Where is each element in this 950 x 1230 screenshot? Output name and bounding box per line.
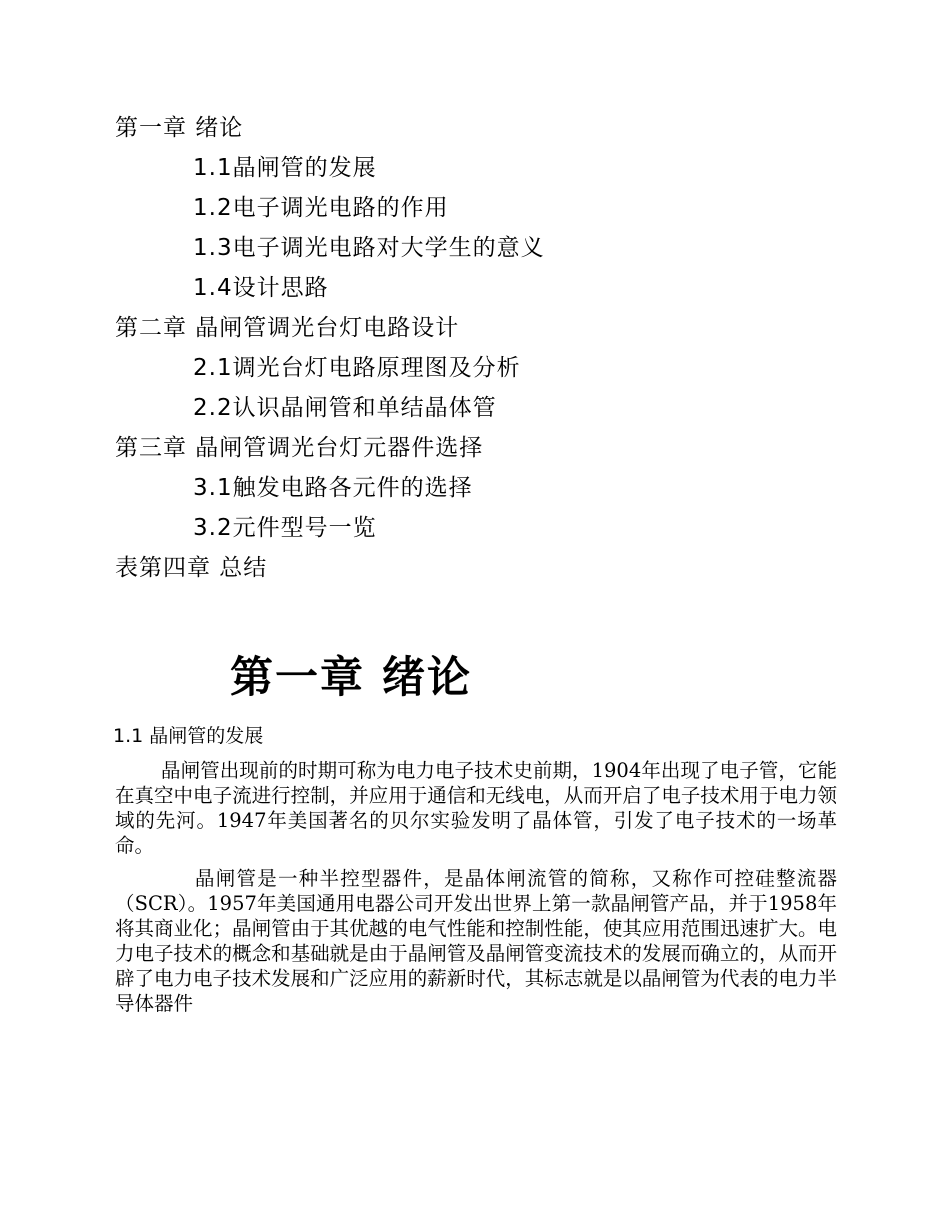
toc-chapter-3: 第三章 晶闸管调光台灯元器件选择 bbox=[115, 435, 484, 461]
table-of-contents bbox=[115, 108, 835, 588]
toc-section-3-2: 3.2元件型号一览 bbox=[193, 515, 377, 541]
toc-section-2-2: 2.2认识晶闸管和单结晶体管 bbox=[193, 395, 497, 421]
toc-section-1-4: 1.4设计思路 bbox=[193, 275, 329, 301]
toc-section-3-1: 3.1触发电路各元件的选择 bbox=[193, 475, 473, 501]
body-paragraph-2: 晶闸管是一种半控型器件，是晶体闸流管的简称，又称作可控硅整流器（SCR）。1957年美国通用电器公司开发出世界上第一款晶闸管产品，并于1958年将其商业化；晶闸管由于其优越的电气性能和控制性能，使其应用范围迅速扩大。电力电子技术的概念和基础就是由于晶闸管及晶闸管变流技术的发展而确立的，从而开辟了电力电子技术发展和广泛应用的薪新时代，其标志就是以晶闸管为代表的电力半导体器件 bbox=[115, 867, 837, 1015]
chapter-heading: 第一章 绪论 bbox=[230, 653, 472, 703]
body-paragraph-1: 晶闸管出现前的时期可称为电力电子技术史前期，1904年出现了电子管，它能在真空中电子流进行控制，并应用于通信和无线电，从而开启了电子技术用于电力领域的先河。1947年美国著名的贝尔实验发明了晶体管，引发了电子技术的一场革命。 bbox=[115, 759, 837, 857]
toc-chapter-2: 第二章 晶闸管调光台灯电路设计 bbox=[115, 315, 460, 341]
toc-section-1-2: 1.2电子调光电路的作用 bbox=[193, 195, 449, 221]
toc-section-2-1: 2.1调光台灯电路原理图及分析 bbox=[193, 355, 521, 381]
toc-section-1-3: 1.3电子调光电路对大学生的意义 bbox=[193, 235, 545, 261]
toc-section-1-1: 1.1晶闸管的发展 bbox=[193, 155, 377, 181]
toc-chapter-1: 第一章 绪论 bbox=[115, 115, 244, 141]
section-title: 1.1 晶闸管的发展 bbox=[113, 725, 264, 747]
toc-chapter-4: 表第四章 总结 bbox=[115, 555, 268, 581]
